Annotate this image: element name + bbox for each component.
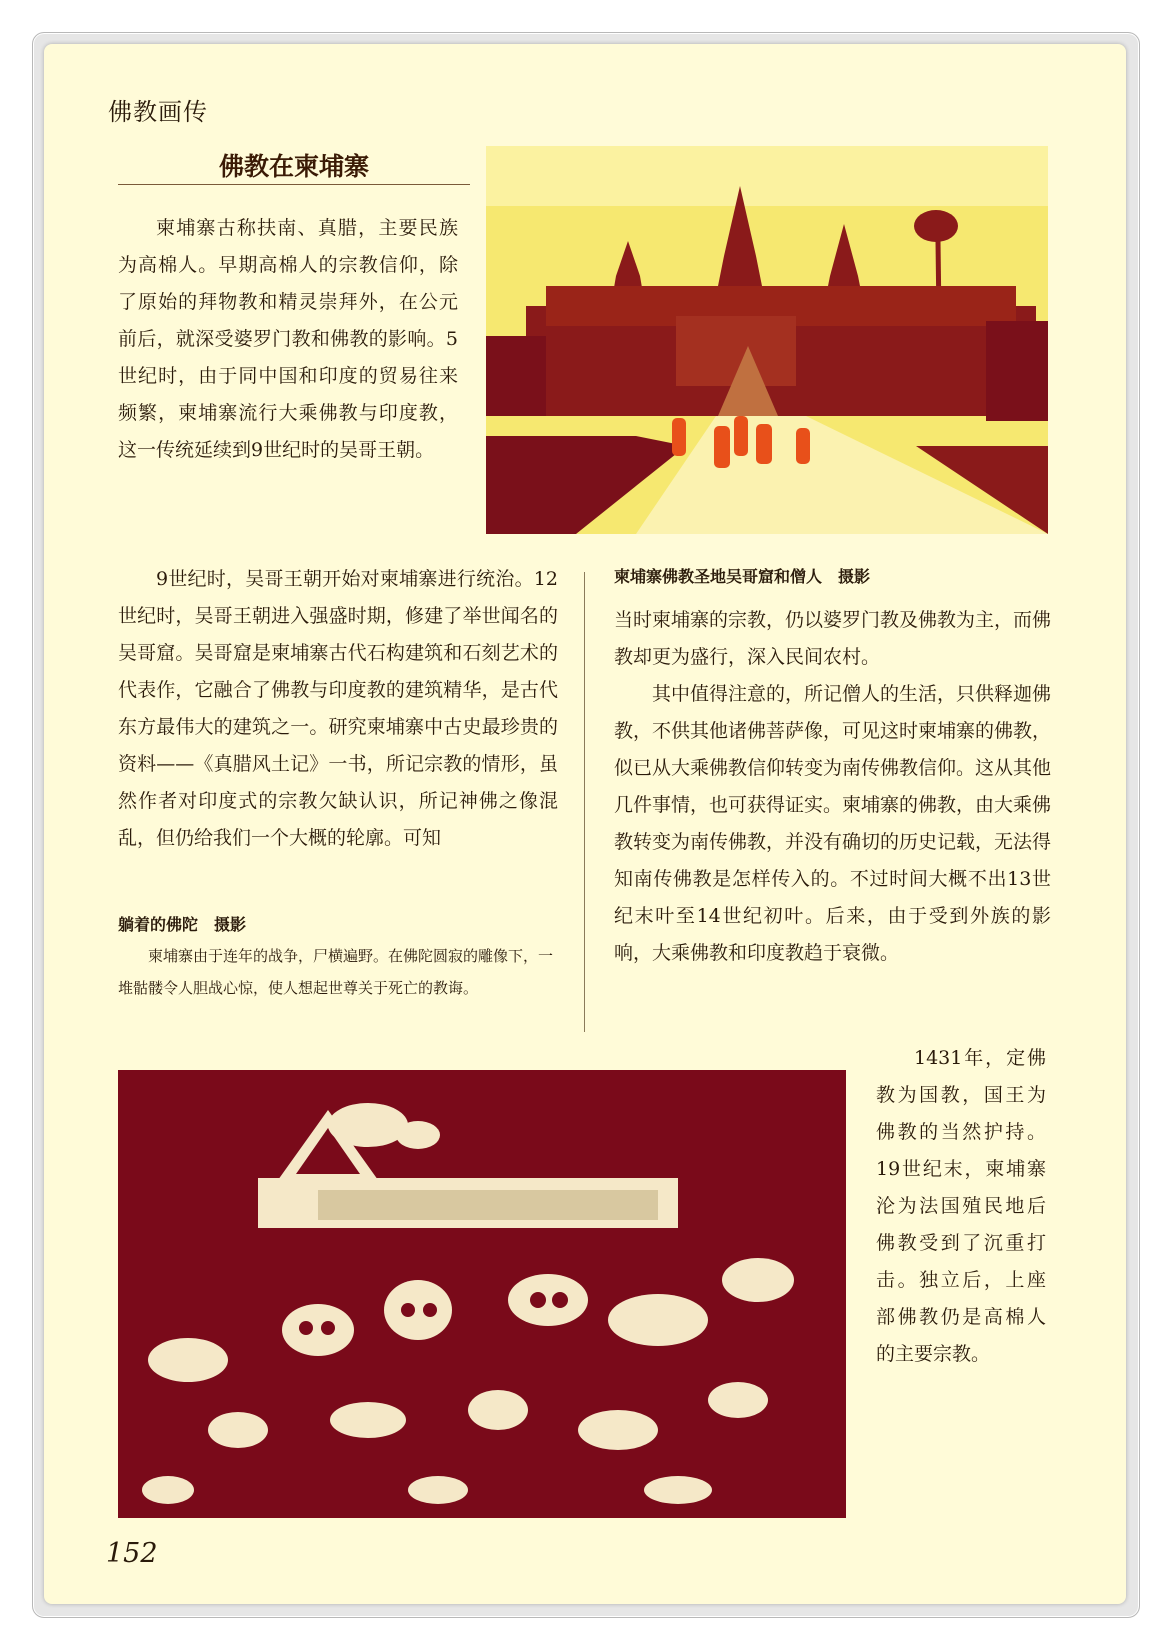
column-left-lower xyxy=(118,561,558,857)
angkor-wat-photo xyxy=(486,146,1048,534)
buddha-caption-title: 躺着的佛陀 摄影 xyxy=(118,915,247,934)
section-title: 佛教在柬埔寨 xyxy=(218,152,369,181)
skulls-photo xyxy=(118,1070,846,1518)
column-right xyxy=(614,602,1051,972)
title-rule xyxy=(118,184,470,185)
buddha-caption-text: 柬埔寨由于连年的战争，尸横遍野。在佛陀圆寂的雕像下，一堆骷髅令人胆战心惊，使人想起世尊关于死亡的教诲。 xyxy=(118,947,554,997)
column-right-bottom xyxy=(876,1040,1046,1373)
paragraph-2: 9世纪时，吴哥王朝开始对柬埔寨进行统治。12世纪时，吴哥王朝进入强盛时期，修建了举世闻名的吴哥窟。吴哥窟是柬埔寨古代石构建筑和石刻艺术的代表作，它融合了佛教与印度教的建筑精华，是古代东方最伟大的建筑之一。研究柬埔寨中古史最珍贵的资料——《真腊风土记》一书，所记宗教的情形，虽然作者对印度式的宗教欠缺认识，所记神佛之像混乱，但仍给我们一个大概的轮廓。可知 xyxy=(118,568,558,849)
paragraph-2-continued: 当时柬埔寨的宗教，仍以婆罗门教及佛教为主，而佛教却更为盛行，深入民间农村。 xyxy=(614,609,1052,668)
column-divider xyxy=(584,572,585,1032)
page-number: 152 xyxy=(106,1538,158,1569)
paragraph-4: 1431年，定佛教为国教，国王为佛教的当然护持。19世纪末，柬埔寨沦为法国殖民地后佛教受到了沉重打击。独立后，上座部佛教仍是高棉人的主要宗教。 xyxy=(876,1047,1046,1365)
paragraph-1: 柬埔寨古称扶南、真腊，主要民族为高棉人。早期高棉人的宗教信仰，除了原始的拜物教和精灵崇拜外，在公元前后，就深受婆罗门教和佛教的影响。5世纪时，由于同中国和印度的贸易往来频繁，柬埔寨流行大乘佛教与印度教，这一传统延续到9世纪时的吴哥王朝。 xyxy=(118,217,458,461)
book-title: 佛教画传 xyxy=(108,98,208,126)
paragraph-3: 其中值得注意的，所记僧人的生活，只供释迦佛教，不供其他诸佛菩萨像，可见这时柬埔寨的佛教，似已从大乘佛教信仰转变为南传佛教信仰。这从其他几件事情，也可获得证实。柬埔寨的佛教，由大乘佛教转变为南传佛教，并没有确切的历史记载，无法得知南传佛教是怎样传入的。不过时间大概不出13世纪末叶至14世纪初叶。后来，由于受到外族的影响，大乘佛教和印度教趋于衰微。 xyxy=(614,683,1052,964)
temple-caption-title: 柬埔寨佛教圣地吴哥窟和僧人 摄影 xyxy=(614,567,871,586)
column-left-upper xyxy=(118,210,458,469)
